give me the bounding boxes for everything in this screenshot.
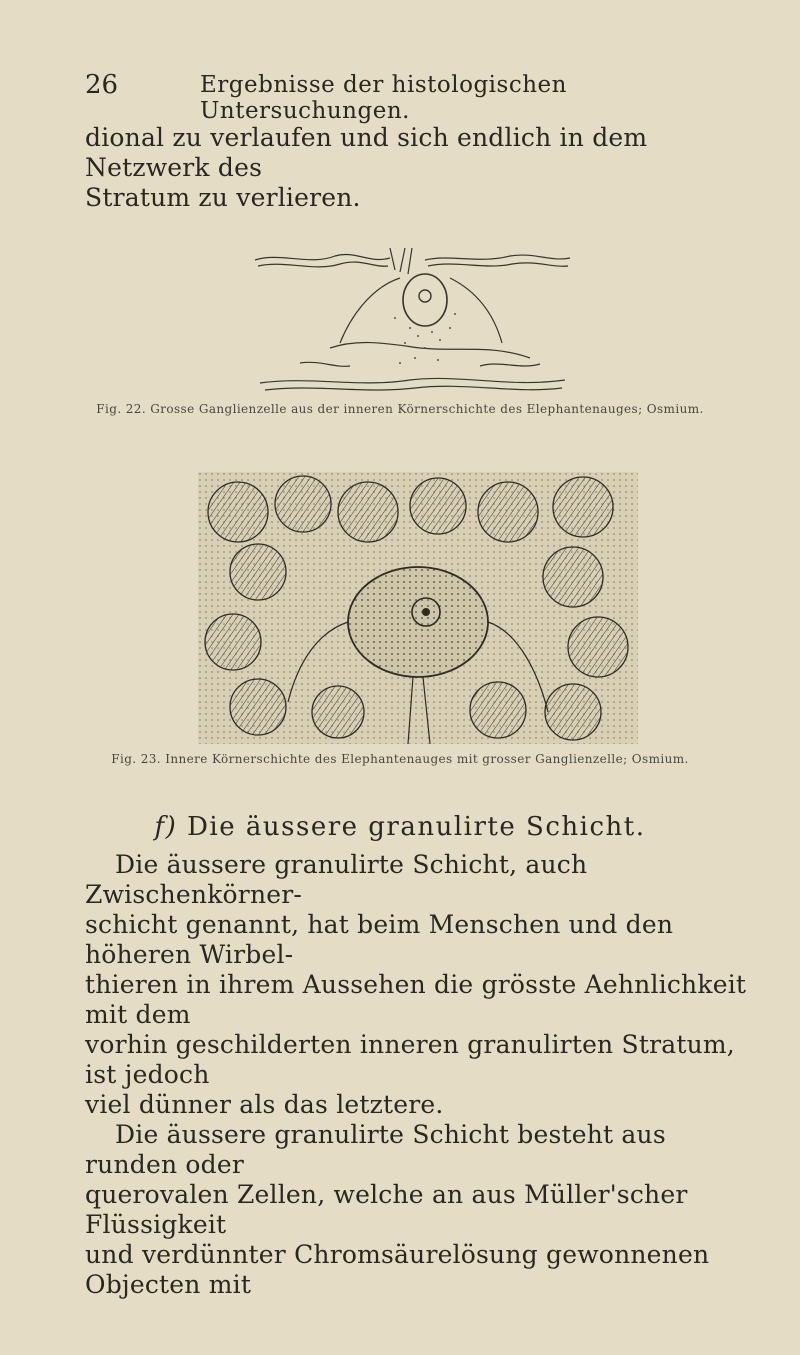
- text-line: und verdünnter Chromsäurelösung gewonnenen Objecten mit: [85, 1240, 710, 1299]
- section-heading: [0, 812, 800, 842]
- section-marker: f): [154, 812, 178, 842]
- text-line: Die äussere granulirte Schicht besteht aus runden oder: [85, 1120, 666, 1179]
- text-line: vorhin geschilderten inneren granulirten Stratum, ist jedoch: [85, 1030, 735, 1089]
- page-header: [85, 70, 745, 124]
- text-line: Stratum zu verlieren.: [85, 183, 361, 212]
- figure-22-caption: Fig. 22. Grosse Ganglienzelle aus der inneren Körnerschichte des Elephantenauges; Osmium.: [96, 402, 704, 416]
- figure-23-illustration: [198, 472, 638, 744]
- text-line: thieren in ihrem Aussehen die grösste Aehnlichkeit mit dem: [85, 970, 747, 1029]
- page-number: 26: [85, 70, 119, 100]
- text-line: Die äussere granulirte Schicht, auch Zwischenkörner-: [85, 850, 588, 909]
- figure-23-caption: Fig. 23. Innere Körnerschichte des Elephantenauges mit grosser Ganglienzelle; Osmium.: [111, 752, 689, 766]
- text-block-top: [85, 123, 760, 213]
- figure-22-illustration: [240, 248, 575, 398]
- text-line: schicht genannt, hat beim Menschen und den höheren Wirbel-: [85, 910, 674, 969]
- section-title: Die äussere granulirte Schicht.: [187, 812, 646, 842]
- text-line: dional zu verlaufen und sich endlich in dem Netzwerk des: [85, 123, 648, 182]
- text-line: querovalen Zellen, welche an aus Müller'scher Flüssigkeit: [85, 1180, 688, 1239]
- text-block-bottom: [85, 850, 760, 1300]
- running-title: Ergebnisse der histologischen Untersuchungen.: [200, 72, 567, 124]
- text-line: viel dünner als das letztere.: [85, 1090, 444, 1119]
